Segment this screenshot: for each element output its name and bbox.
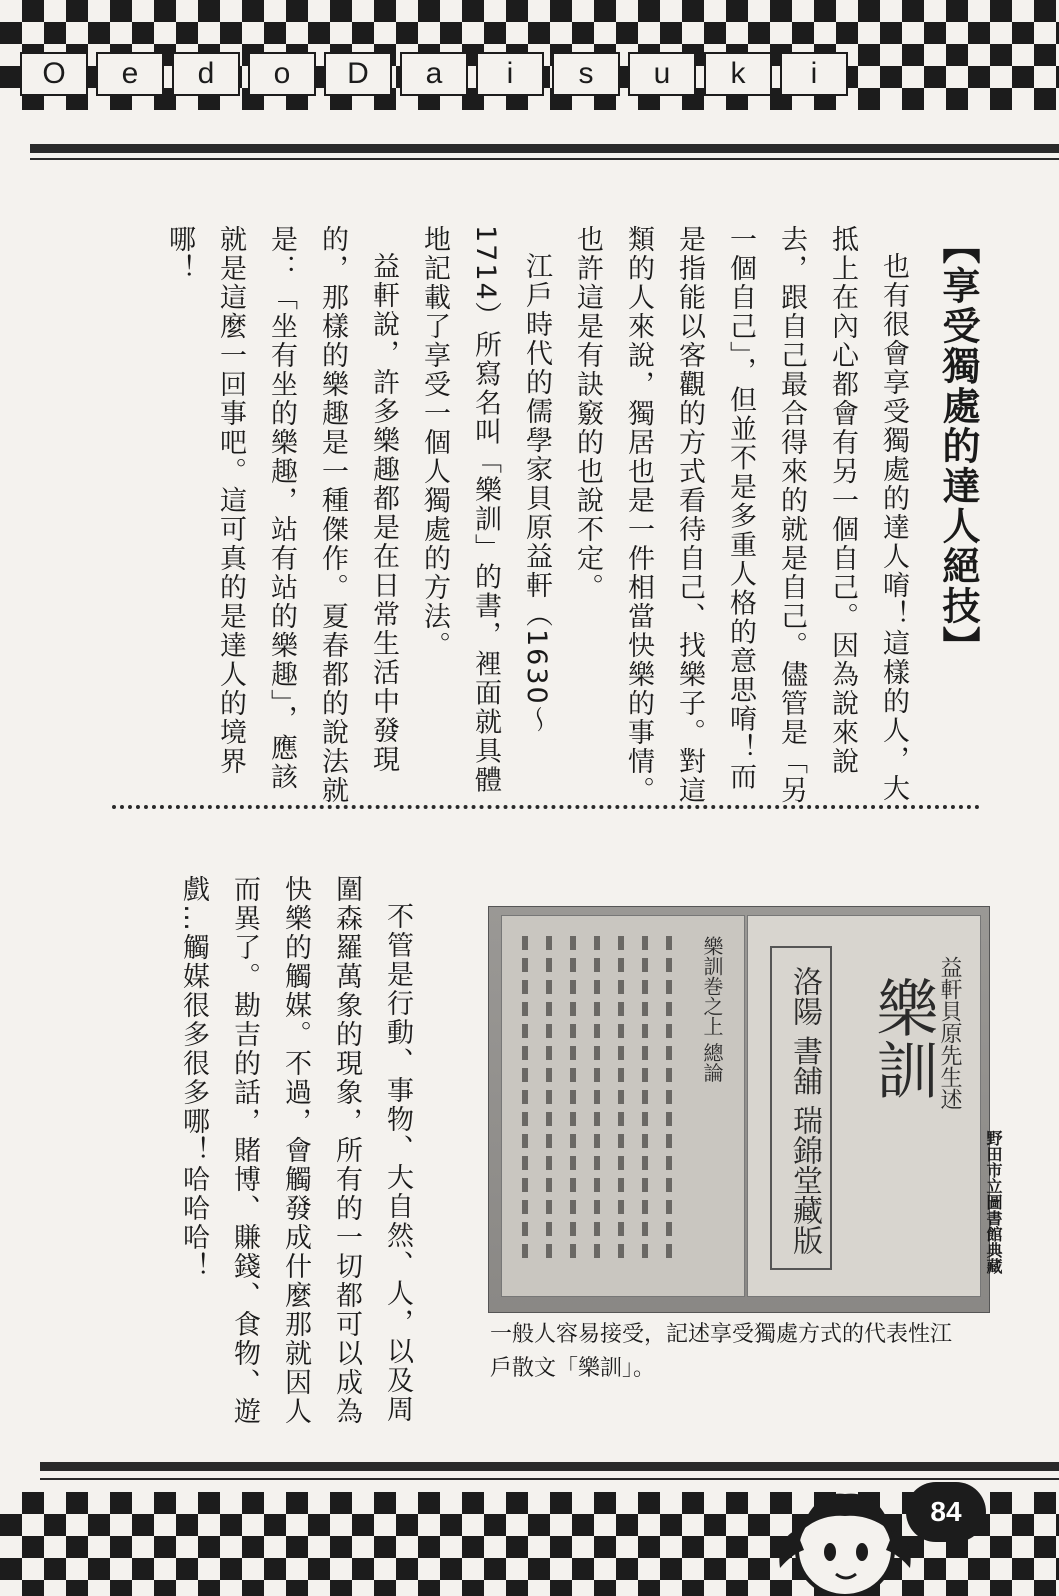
book-inner-page xyxy=(501,915,745,1297)
mascot-girl-icon xyxy=(770,1470,920,1596)
page-number: 84 xyxy=(906,1482,986,1542)
book-cover-author: 益軒貝原先生述 xyxy=(937,956,962,1110)
handwriting-column xyxy=(666,936,672,1266)
book-cover-publisher: 洛陽 書舖 瑞錦堂藏版 xyxy=(787,966,822,1256)
body-paragraph: 江戶時代的儒學家貝原益軒（1630〜1714）所寫名叫「樂訓」的書，裡面就具體地記載了享受一個人獨處的方法。 xyxy=(419,225,552,795)
title-letter: e xyxy=(96,52,164,96)
book-photo xyxy=(488,906,990,1313)
book-inner-title: 樂訓巻之上 總論 xyxy=(700,936,724,1083)
title-letter: s xyxy=(552,52,620,96)
title-letter: u xyxy=(628,52,696,96)
title-letter: D xyxy=(324,52,392,96)
header-rule xyxy=(30,144,1059,153)
section-body xyxy=(154,225,919,810)
section-heading: 【享受獨處的達人絕技】 xyxy=(936,226,980,666)
title-letter: k xyxy=(704,52,772,96)
handwriting-column xyxy=(594,936,600,1266)
title-letter: i xyxy=(476,52,544,96)
photo-credit: 野田市立圖書館典藏 xyxy=(984,1130,1003,1274)
dotted-divider xyxy=(112,805,980,809)
handwriting-column xyxy=(618,936,624,1266)
handwriting-column xyxy=(642,936,648,1266)
book-cover-title: 樂訓 xyxy=(866,976,939,1100)
handwriting-column xyxy=(522,936,528,1266)
body-paragraph: 也有很會享受獨處的達人唷！這樣的人，大抵上在內心都會有另一個自己。因為說來說去，跟自己最合得來的就是自己。儘管是「另一個自己」，但並不是多重人格的意思唷！而是指能以客觀的方式看待自己、找樂子。對這類的人來說，獨居也是一件相當快樂的事情。也許這是有訣竅的也說不定。 xyxy=(572,225,909,805)
photo-caption: 一般人容易接受，記述享受獨處方式的代表性江戶散文「樂訓」。 xyxy=(490,1322,953,1381)
handwriting-column xyxy=(570,936,576,1266)
title-letter: a xyxy=(400,52,468,96)
body-paragraph: 益軒說，許多樂趣都是在日常生活中發現的，那樣的樂趣是一種傑作。夏春都的說法就是：「坐有坐的樂趣，站有站的樂趣」，應該就是這麼一回事吧。這可真的是達人的境界哪！ xyxy=(164,225,399,805)
book-cover xyxy=(747,915,981,1297)
header-rule-thin xyxy=(30,158,1059,160)
body-paragraph: 不管是行動、事物、大自然、人，以及周圍森羅萬象的現象，所有的一切都可以成為快樂的觸媒。不過，會觸發成什麼那就因人而異了。勘吉的話，賭博、賺錢、食物、遊戲…觸媒很多很多哪！哈哈哈！ xyxy=(178,875,413,1426)
title-letter: O xyxy=(20,52,88,96)
title-letter: d xyxy=(172,52,240,96)
series-title xyxy=(20,52,1030,92)
lower-body xyxy=(168,875,423,1435)
title-letter: i xyxy=(780,52,848,96)
handwriting-column xyxy=(546,936,552,1266)
title-letter: o xyxy=(248,52,316,96)
